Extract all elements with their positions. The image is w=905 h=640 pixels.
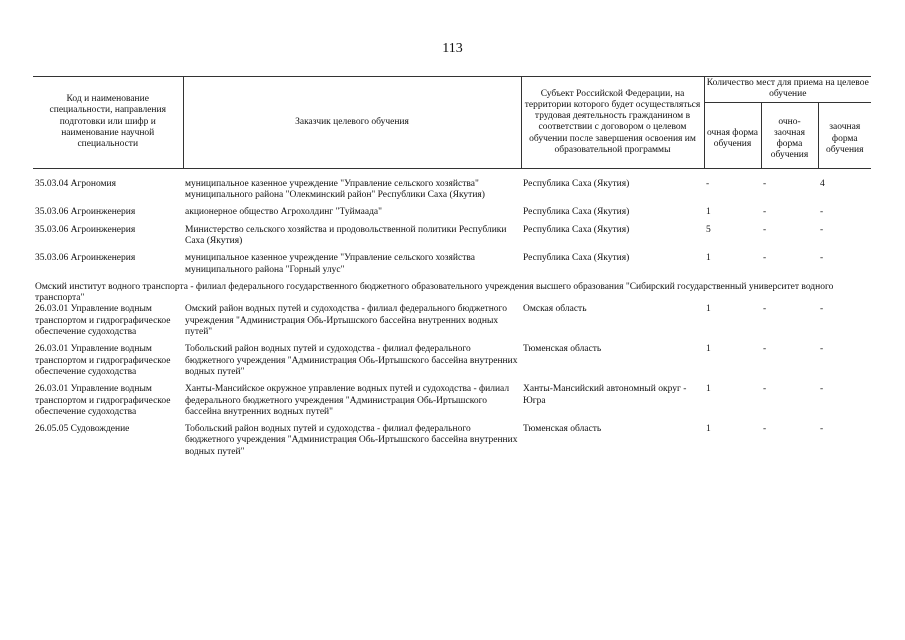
- region-cell: Республика Саха (Якутия): [523, 207, 630, 218]
- region-cell: Ханты-Мансийский автономный округ - Югра: [523, 384, 687, 406]
- specialty-code-cell: 35.03.06 Агроинженерия: [35, 224, 136, 235]
- table-row: [33, 384, 871, 424]
- customer-cell: Тобольский район водных путей и судоходства - филиал федерального бюджетного учреждения "Администрация Обь-Иртышского бассейна внутренних водных путей": [185, 344, 518, 377]
- part-time-count-cell: -: [763, 253, 767, 264]
- specialty-code-cell: 35.03.06 Агроинженерия: [35, 207, 136, 218]
- region-cell: Республика Саха (Якутия): [523, 178, 630, 189]
- full-time-count-cell: 1: [706, 304, 711, 315]
- table-row: [33, 225, 871, 254]
- part-time-count-cell: -: [763, 344, 767, 355]
- region-cell: Республика Саха (Якутия): [523, 253, 630, 264]
- full-time-count-cell: 1: [706, 207, 711, 218]
- header-region: Субъект Российской Федерации, на территории которого будет осуществляться трудовая деятельность гражданином в соответствии с договором о целевом обучении после завершения освоения им образовательной программы: [521, 77, 704, 169]
- table-row: [33, 304, 871, 344]
- extramural-count-cell: -: [820, 253, 824, 264]
- table-row: [33, 207, 871, 224]
- part-time-count-cell: -: [763, 384, 767, 395]
- full-time-count-cell: 5: [706, 224, 711, 235]
- header-form-full: очная форма обучения: [704, 102, 761, 168]
- specialty-code-cell: 26.05.05 Судовождение: [35, 424, 130, 435]
- extramural-count-cell: -: [820, 224, 824, 235]
- table-row: [33, 344, 871, 384]
- customer-cell: Тобольский район водных путей и судоходства - филиал федерального бюджетного учреждения "Администрация Обь-Иртышского бассейна внутренних водных путей": [185, 424, 518, 457]
- rows-group2: [33, 304, 871, 464]
- full-time-count-cell: 1: [706, 253, 711, 264]
- region-cell: Тюменская область: [523, 344, 602, 355]
- specialty-code-cell: 35.03.04 Агрономия: [35, 178, 117, 189]
- region-cell: Республика Саха (Якутия): [523, 224, 630, 235]
- full-time-count-cell: 1: [706, 424, 711, 435]
- specialty-code-cell: 26.03.01 Управление водным транспортом и гидрографическое обеспечение судоходства: [35, 344, 171, 377]
- page-number: 113: [442, 41, 463, 56]
- customer-cell: Омский район водных путей и судоходства - филиал федерального бюджетного учреждения "Администрация Обь-Иртышского бассейна внутренних водных путей": [185, 304, 507, 338]
- extramural-count-cell: -: [820, 207, 824, 218]
- quota-table: [33, 76, 871, 464]
- rows-group1: [33, 179, 871, 282]
- extramural-count-cell: -: [820, 384, 824, 395]
- header-places: Количество мест для приема на целевое обучение: [704, 77, 871, 103]
- table-row: [33, 179, 871, 208]
- organization-section: [33, 282, 871, 305]
- full-time-count-cell: 1: [706, 344, 711, 355]
- extramural-count-cell: -: [820, 304, 824, 315]
- specialty-code-cell: 26.03.01 Управление водным транспортом и гидрографическое обеспечение судоходства: [35, 384, 171, 417]
- part-time-count-cell: -: [763, 207, 767, 218]
- full-time-count-cell: -: [706, 178, 710, 189]
- table-row: [33, 253, 871, 282]
- region-cell: Тюменская область: [523, 424, 602, 435]
- table-row: [33, 424, 871, 464]
- customer-cell: Ханты-Мансийское окружное управление водных путей и судоходства - филиал федерального бюджетного учреждения "Администрация Обь-Иртышского бассейна внутренних водных путей": [185, 384, 510, 417]
- extramural-count-cell: -: [820, 424, 824, 435]
- table-header: [33, 77, 871, 169]
- part-time-count-cell: -: [763, 424, 767, 435]
- customer-cell: акционерное общество Агрохолдинг "Туймаада": [185, 207, 383, 218]
- header-customer: Заказчик целевого обучения: [183, 77, 521, 169]
- full-time-count-cell: 1: [706, 384, 711, 395]
- header-form-part: очно-заочная форма обучения: [761, 102, 818, 168]
- table-body: [33, 168, 871, 179]
- header-code: Код и наименование специальности, направления подготовки или шифр и наименование научной специальности: [33, 77, 183, 169]
- specialty-code-cell: 26.03.01 Управление водным транспортом и гидрографическое обеспечение судоходства: [35, 304, 171, 338]
- part-time-count-cell: -: [763, 224, 767, 235]
- region-cell: Омская область: [523, 304, 587, 315]
- organization-heading: Омский институт водного транспорта - филиал федерального государственного бюджетного образовательного учреждения высшего образования "Сибирский государственный университет водного транспорта": [35, 281, 834, 304]
- specialty-code-cell: 35.03.06 Агроинженерия: [35, 253, 136, 264]
- extramural-count-cell: -: [820, 344, 824, 355]
- part-time-count-cell: -: [763, 304, 767, 315]
- extramural-count-cell: 4: [820, 178, 825, 189]
- customer-cell: муниципальное казенное учреждение "Управление сельского хозяйства" муниципального района "Олекминский район" Республики Саха (Якутия): [185, 178, 485, 201]
- header-form-extramural: заочная форма обучения: [818, 102, 871, 168]
- part-time-count-cell: -: [763, 178, 767, 189]
- customer-cell: Министерство сельского хозяйства и продовольственной политики Республики Саха (Якутия): [185, 224, 507, 246]
- customer-cell: муниципальное казенное учреждение "Управление сельского хозяйства муниципального района "Горный улус": [185, 253, 475, 275]
